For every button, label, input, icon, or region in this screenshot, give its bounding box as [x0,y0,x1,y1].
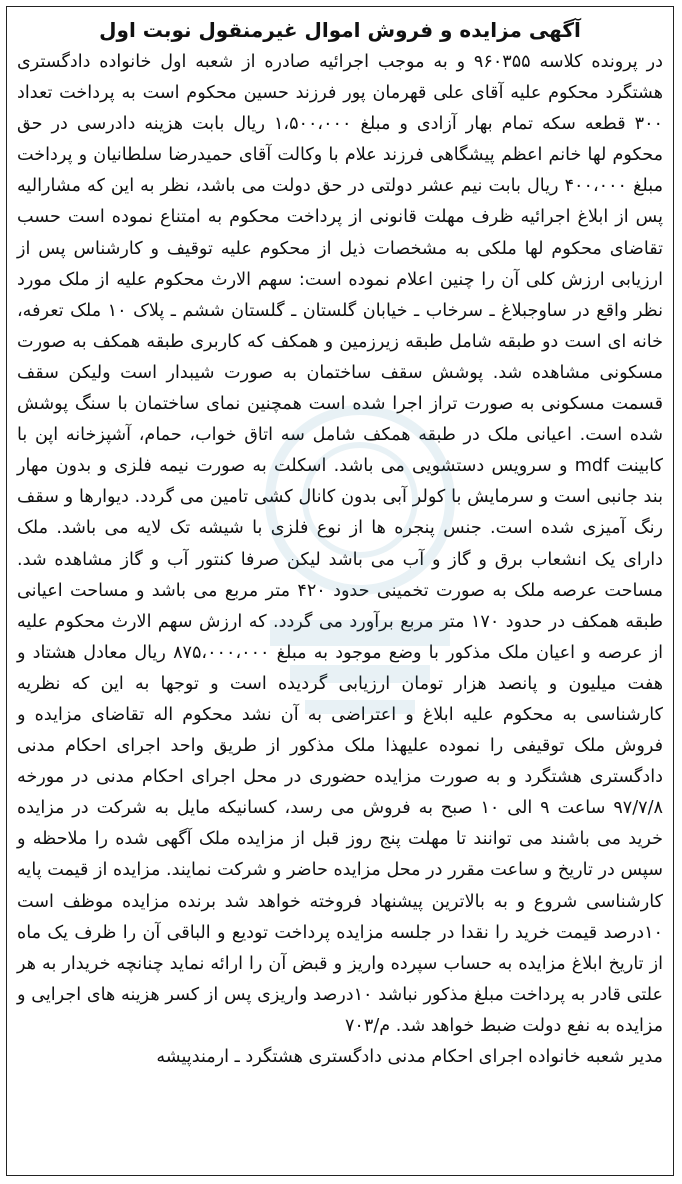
auction-notice [6,6,674,1176]
notice-signature: مدیر شعبه خانواده اجرای احکام مدنی دادگستری هشتگرد ـ ارمندپیشه [156,1047,663,1067]
notice-title: آگهی مزایده و فروش اموال غیرمنقول نوبت اول [99,18,581,42]
notice-body: در پرونده کلاسه ۹۶۰۳۵۵ و به موجب اجرائیه صادره از شعبه اول خانواده دادگستری هشتگرد محکوم علیه آقای علی قهرمان پور فرزند حسین محکوم است به پرداخت تعداد ۳۰۰ قطعه سکه تمام بهار آزادی و مبلغ ۱،۵۰۰،۰۰۰ ریال بابت هزینه دادرسی در حق محکوم لها خانم اعظم پیشگاهی فرزند علام با وکالت آقای حمیدرضا سلطانیان و پرداخت مبلغ ۴۰۰،۰۰۰ ریال بابت نیم عشر دولتی در حق دولت می باشد، نظر به این که مشارالیه پس از ابلاغ اجرائیه ظرف مهلت قانونی از پرداخت محکوم به امتناع نموده است حسب تقاضای محکوم لها ملکی به مشخصات ذیل از محکوم علیه توقیف و کارشناس پس از ارزیابی ارزش کلی آن را چنین اعلام نموده است: سهم الارث محکوم علیه از ملک مورد نظر واقع در ساوجبلاغ ـ سرخاب ـ خیابان گلستان ـ گلستان ششم ـ پلاک ۱۰ ملک تعرفه، خانه ای است دو طبقه شامل طبقه زیرزمین و همکف که کاربری طبقه همکف به صورت مسکونی مشاهده شد. پوشش سقف ساختمان به صورت شیبدار است ولیکن سقف قسمت مسکونی به صورت تراز اجرا شده است همچنین نمای ساختمان با سنگ پوشش شده است. اعیانی ملک در طبقه همکف شامل سه اتاق خواب، حمام، آشپزخانه اپن با کابینت mdf و سرویس دستشویی می باشد. اسکلت به صورت نیمه فلزی و بدون مهار بند جانبی است و سرمایش با کولر آبی بدون کانال کشی تامین می گردد. دیوارها و سقف رنگ آمیزی شده است. جنس پنجره ها از نوع فلزی با شیشه تک لایه می باشد. ملک دارای یک انشعاب برق و گاز و آب می باشد لیکن صرفا کنتور آب و گاز مشاهده شد. مساحت عرصه ملک به صورت تخمینی حدود ۴۲۰ متر مربع می باشد و مساحت اعیانی طبقه همکف در حدود ۱۷۰ متر مربع برآورد می گردد. که ارزش سهم الارث محکوم علیه از عرصه و اعیان ملک مذکور با وضع موجود به مبلغ ۸۷۵،۰۰۰،۰۰۰ ریال معادل هشتاد و هفت میلیون و پانصد هزار تومان ارزیابی گردیده است و توجها به این که نظریه کارشناسی به محکوم علیه ابلاغ و اعتراضی به آن نشد محکوم اله تقاضای مزایده و فروش ملک توقیفی را نموده علیهذا ملک مذکور از طریق واحد اجرای احکام مدنی دادگستری هشتگرد و به صورت مزایده حضوری در محل اجرای احکام مدنی در مورخه ۹۷/۷/۸ ساعت ۹ الی ۱۰ صبح به فروش می رسد، کسانیکه مایل به شرکت در مزایده خرید می باشند می توانند تا مهلت پنج روز قبل از مزایده ملک آگهی شده را ملاحظه و سپس در تاریخ و ساعت مقرر در محل مزایده حاضر و شرکت نمایند. مزایده از قیمت پایه کارشناسی شروع و به بالاترین پیشنهاد فروخته خواهد شد برنده مزایده موظف است ۱۰درصد قیمت خرید را نقدا در جلسه مزایده پرداخت تودیع و الباقی آن را ظرف یک ماه از تاریخ ابلاغ مزایده به حساب سپرده واریز و قبض آن را ارائه نماید چنانچه خریدار به هر علتی قادر به پرداخت مبلغ مذکور نباشد ۱۰درصد واریزی پس از کسر هزینه های اجرایی و مزایده به نفع دولت ضبط خواهد شد. م/۷۰۳ [17,52,663,1036]
